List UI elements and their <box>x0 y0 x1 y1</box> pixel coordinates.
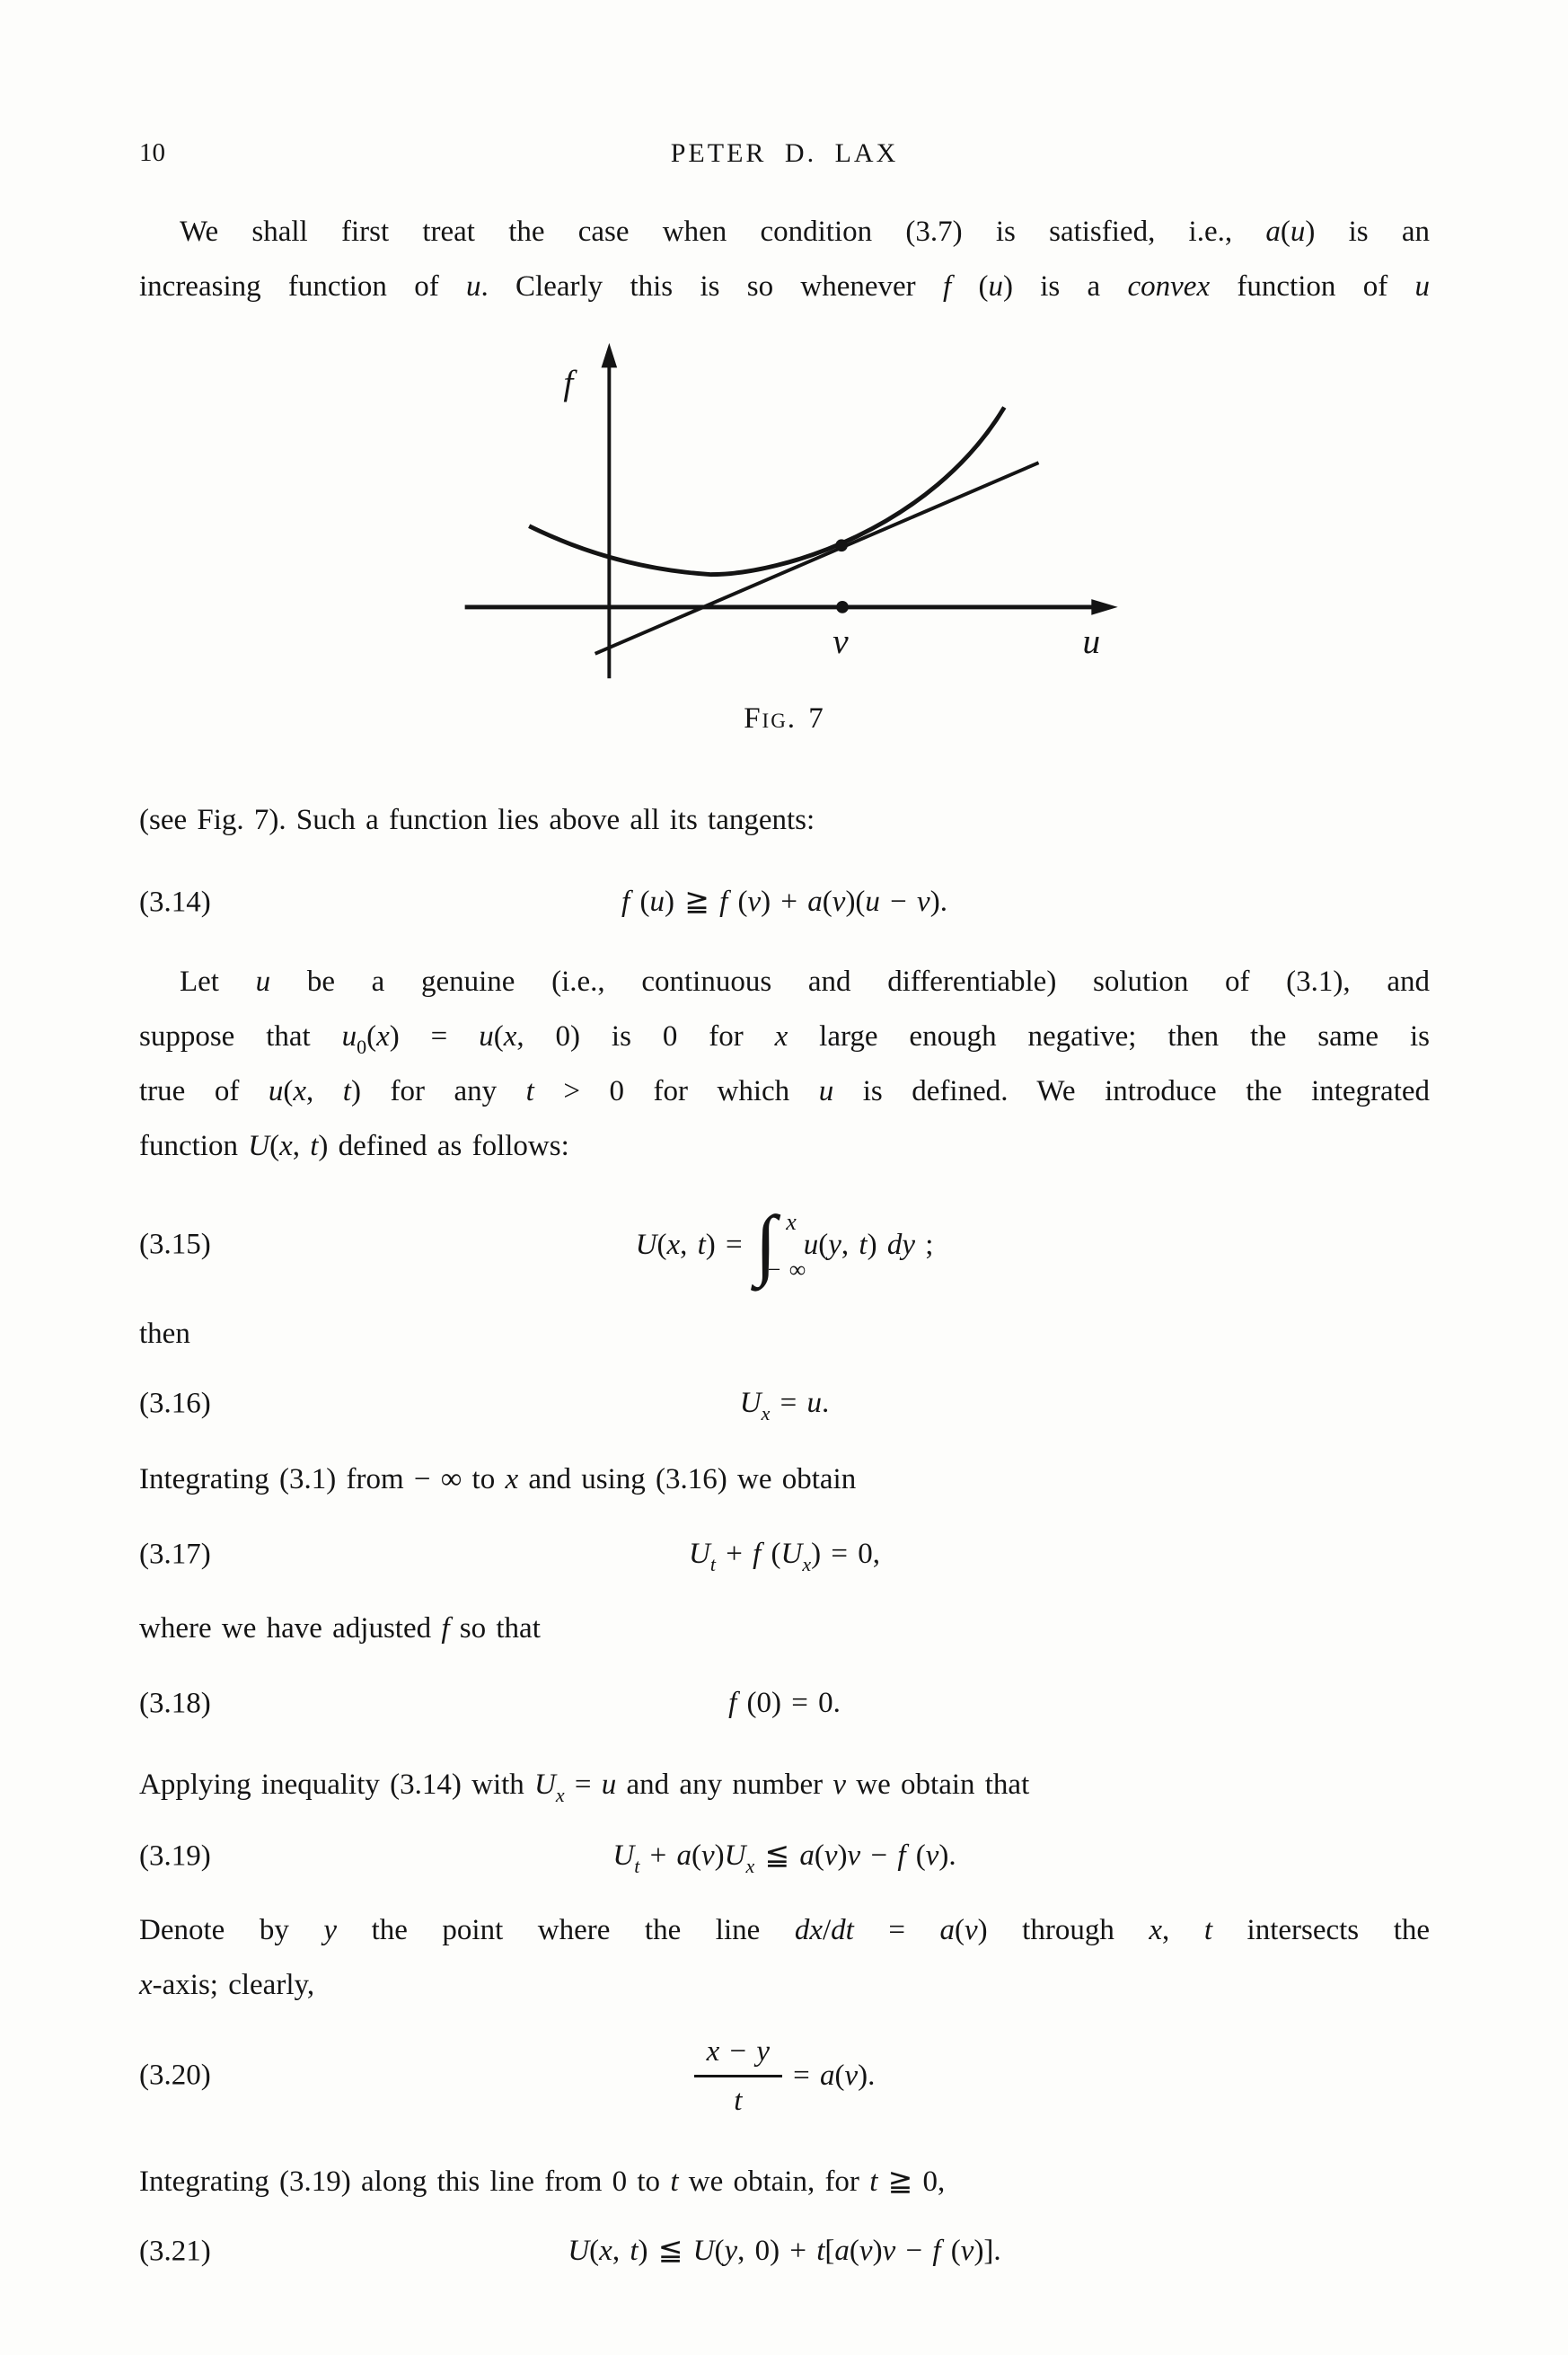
page-header <box>139 126 1430 167</box>
eq-3-17-row <box>139 1527 1430 1582</box>
text-line: Denote by y the point where the line dx/dt = a(v) through x, t intersects the <box>139 1914 1431 1946</box>
eq-3-16-row <box>139 1376 1430 1431</box>
subscript: x <box>802 1553 812 1575</box>
formula-rhs: u(y, t) dy ; <box>803 1228 934 1261</box>
equation-label: (3.18) <box>139 1687 211 1719</box>
integral-lower-limit: − ∞ <box>767 1257 806 1283</box>
equation-formula <box>139 1192 1430 1298</box>
text-run: U <box>612 1839 635 1872</box>
equation-formula <box>139 2025 1430 2126</box>
eq-3-19-row <box>139 1829 1430 1883</box>
text-run: U <box>739 1387 762 1419</box>
paragraph-let-u <box>139 955 1430 1174</box>
eq-3-14-row <box>139 875 1430 930</box>
equation-formula: f (0) = 0. <box>728 1687 841 1719</box>
point-label-v: v <box>832 622 849 661</box>
paragraph-intro <box>139 205 1430 314</box>
running-head: PETER D. LAX <box>670 138 899 168</box>
y-axis-label-f: f <box>563 363 574 402</box>
text-line: We shall first treat the case when condition (3.7) is satisfied, i.e., a(u) is an <box>180 216 1430 248</box>
v-axis-dot <box>836 601 849 613</box>
eq-3-20-row <box>139 2025 1430 2126</box>
equation-label: (3.20) <box>139 2059 211 2092</box>
equation-formula: U(x, t) ≦ U(y, 0) + t[a(v)v − f (v)]. <box>568 2235 1001 2267</box>
text-line: Integrating (3.1) from − ∞ to x and using (3.16) we obtain <box>139 1463 857 1495</box>
text-line: true of u(x, t) for any t > 0 for which u is defined. We introduce the integrated <box>139 1075 1431 1107</box>
equation-label: (3.15) <box>139 1228 211 1261</box>
text-line: (see Fig. 7). Such a function lies above all its tangents: <box>139 804 815 836</box>
equation-label: (3.21) <box>139 2235 211 2267</box>
subscript: t <box>634 1855 640 1877</box>
figure-canvas <box>449 340 1150 690</box>
text-run: (x) = u(x, 0) is 0 for x large enough negative; then the same is <box>366 1020 1430 1053</box>
text-line: where we have adjusted f so that <box>139 1612 541 1645</box>
text-run: ) = 0, <box>811 1538 880 1570</box>
text-run: + f (U <box>715 1538 803 1570</box>
subscript: t <box>709 1553 716 1575</box>
equation-formula <box>139 1829 1430 1883</box>
text-run: = u. <box>770 1387 830 1419</box>
equation-label: (3.16) <box>139 1387 211 1419</box>
subscript: x <box>745 1855 755 1877</box>
subscript: x <box>761 1402 771 1424</box>
paragraph-adjusted-f <box>139 1601 1430 1656</box>
tangent-point-dot <box>835 539 848 551</box>
equation-label: (3.14) <box>139 886 211 918</box>
text-run: ≦ a(v)v − f (v). <box>754 1839 956 1872</box>
formula-lhs: U(x, t) = <box>635 1228 743 1261</box>
paragraph-integrating-319 <box>139 2155 1430 2209</box>
convex-curve <box>529 407 1004 574</box>
equation-formula <box>139 1376 1430 1431</box>
subscript: x <box>555 1784 565 1806</box>
page-number: 10 <box>139 138 165 167</box>
text-run: + a(v)U <box>639 1839 746 1872</box>
text-line: then <box>139 1318 190 1350</box>
paragraph-see-fig <box>139 793 1430 848</box>
x-axis-arrowhead <box>1091 599 1117 615</box>
text-line: increasing function of u. Clearly this is so whenever f (u) is a convex function of u <box>139 270 1430 303</box>
fraction <box>694 2032 782 2121</box>
paragraph-then <box>139 1307 1430 1362</box>
integral-sign: ∫ <box>754 1201 777 1288</box>
paragraph-applying <box>139 1758 1430 1813</box>
equation-formula <box>139 1527 1430 1582</box>
figure-caption: Fig. 7 <box>744 702 825 735</box>
eq-3-18-row <box>139 1676 1430 1731</box>
subscript: 0 <box>357 1036 367 1058</box>
equation-label: (3.17) <box>139 1538 211 1570</box>
text-run: suppose that u <box>139 1020 357 1053</box>
fraction-numerator: x − y <box>694 2032 782 2077</box>
text-line <box>139 1758 1430 1813</box>
paragraph-integrating-31 <box>139 1452 1430 1507</box>
eq-3-21-row <box>139 2224 1430 2279</box>
text-line <box>139 1010 1430 1064</box>
y-axis-arrowhead <box>602 343 618 367</box>
text-line: x-axis; clearly, <box>139 1969 315 2001</box>
figure-7 <box>449 340 1150 690</box>
text-run: = a(v). <box>793 2059 876 2092</box>
eq-3-15-row <box>139 1192 1430 1298</box>
text-line: Let u be a genuine (i.e., continuous and differentiable) solution of (3.1), and <box>180 966 1430 998</box>
tangent-line <box>595 463 1039 654</box>
x-axis-label-u: u <box>1082 622 1101 661</box>
text-line: function U(x, t) defined as follows: <box>139 1130 569 1162</box>
integral-upper-limit: x <box>786 1209 797 1235</box>
equation-label: (3.19) <box>139 1839 211 1872</box>
text-run: Applying inequality (3.14) with U <box>139 1768 556 1801</box>
fraction-denominator: t <box>734 2084 743 2117</box>
integral <box>754 1201 806 1288</box>
paragraph-denote <box>139 1903 1430 2013</box>
equation-formula: f (u) ≧ f (v) + a(v)(u − v). <box>621 886 947 918</box>
text-run: = u and any number v we obtain that <box>564 1768 1030 1801</box>
text-line: Integrating (3.19) along this line from 0 to t we obtain, for t ≧ 0, <box>139 2165 946 2198</box>
text-run: U <box>689 1538 710 1570</box>
